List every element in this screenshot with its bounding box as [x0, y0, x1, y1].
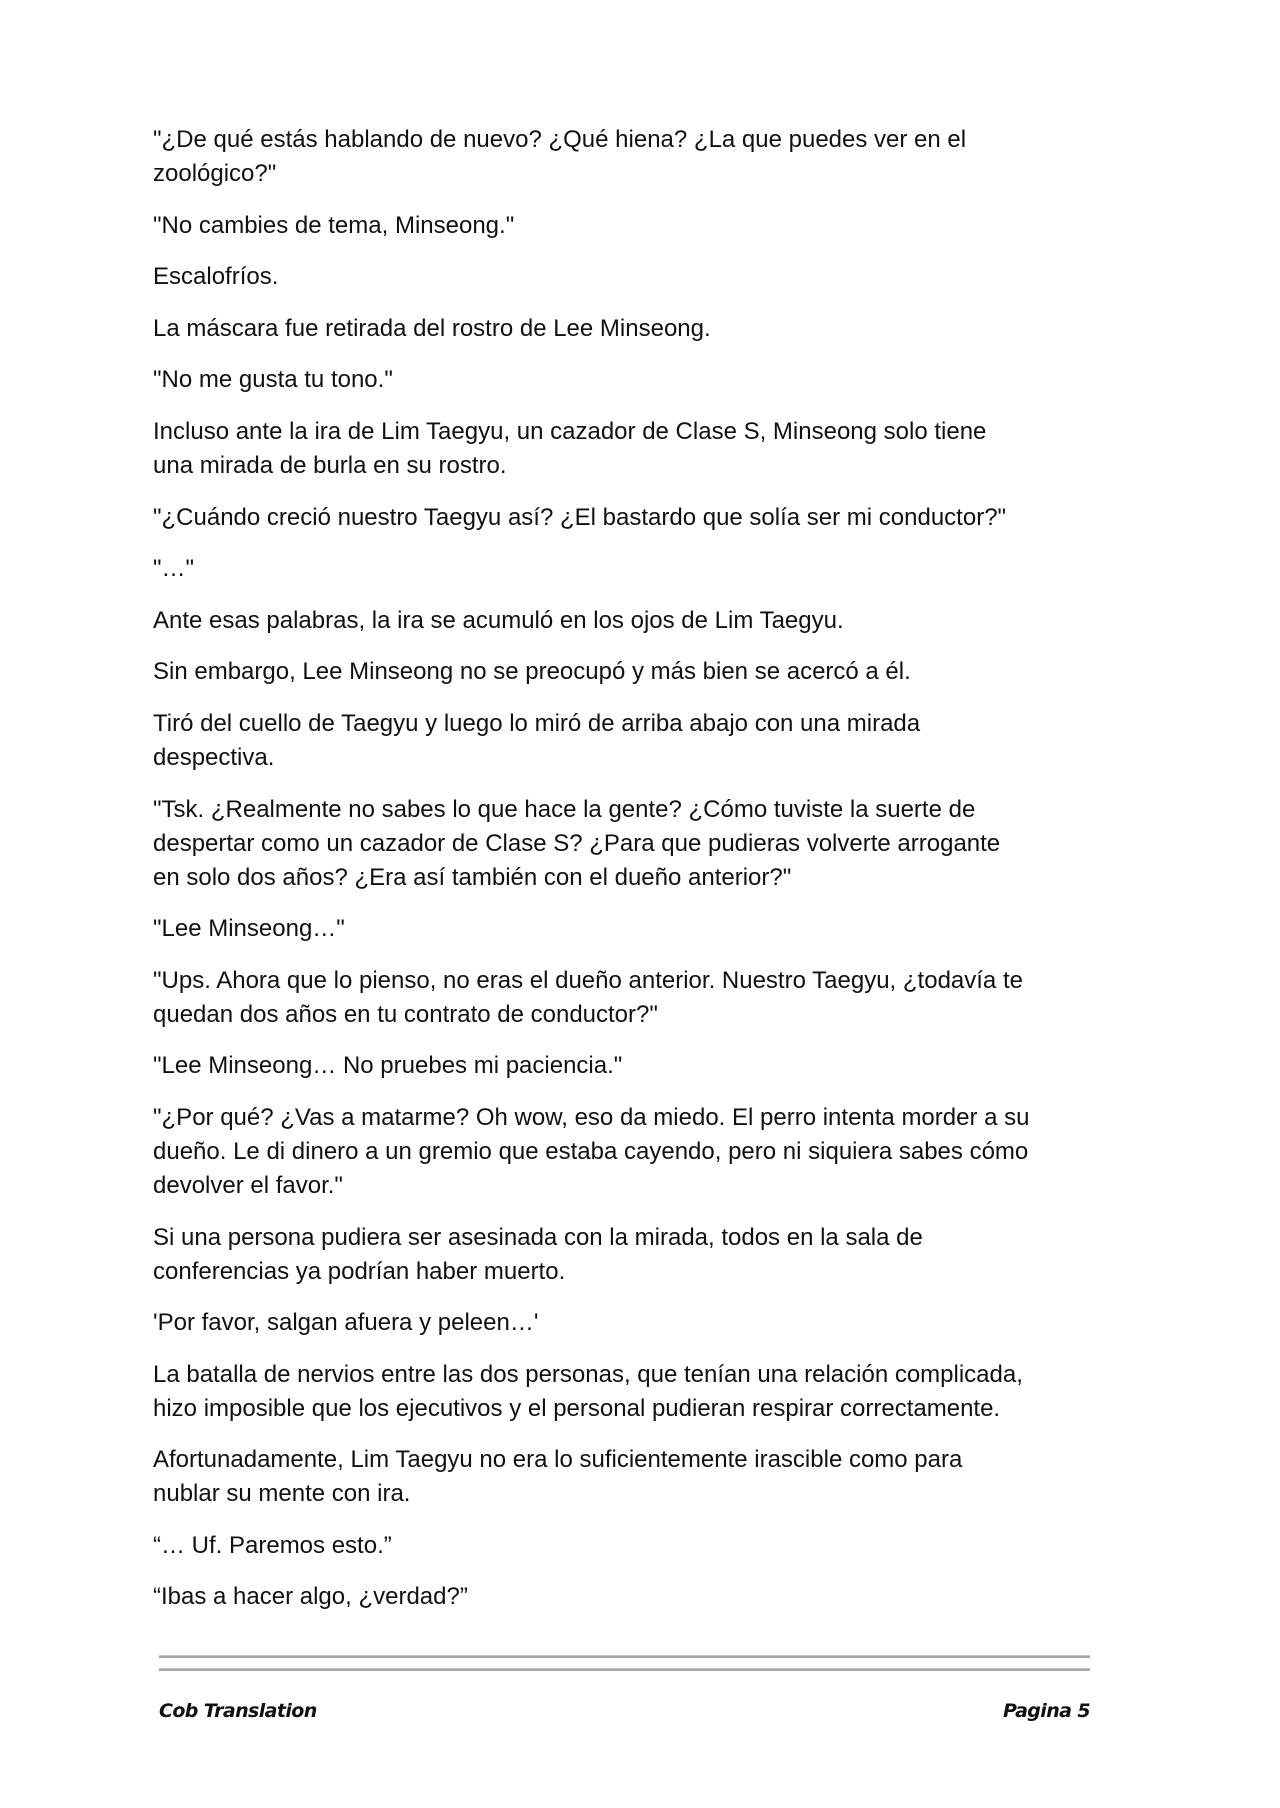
paragraph — [153, 312, 1113, 346]
paragraph — [153, 123, 1113, 191]
paragraph — [153, 1529, 1113, 1563]
text-line: "No cambies de tema, Minseong." — [153, 211, 515, 239]
text-line: Incluso ante la ira de Lim Taegyu, un cazador de Clase S, Minseong solo tiene — [153, 417, 987, 445]
text-line: 'Por favor, salgan afuera y peleen…' — [153, 1309, 539, 1337]
paragraph — [153, 260, 1113, 294]
paragraph — [153, 363, 1113, 397]
text-line: "No me gusta tu tono." — [153, 366, 393, 394]
paragraph — [153, 501, 1113, 535]
paragraph — [153, 1358, 1113, 1426]
paragraph — [153, 793, 1113, 895]
text-line: Tiró del cuello de Taegyu y luego lo miró de arriba abajo con una mirada — [153, 709, 921, 737]
paragraph — [153, 415, 1113, 483]
paragraph — [153, 1580, 1113, 1614]
text-line: "¿De qué estás hablando de nuevo? ¿Qué hiena? ¿La que puedes ver en el — [153, 126, 967, 153]
text-line: despectiva. — [153, 743, 275, 771]
text-line: Ante esas palabras, la ira se acumuló en los ojos de Lim Taegyu. — [153, 606, 844, 634]
text-line: “… Uf. Paremos esto.” — [153, 1531, 392, 1559]
text-line: nublar su mente con ira. — [153, 1480, 411, 1508]
text-line: Afortunadamente, Lim Taegyu no era lo suficientemente irascible como para — [153, 1446, 963, 1474]
paragraph — [153, 1443, 1113, 1511]
footer-page-number: Pagina 5 — [1002, 1700, 1090, 1722]
footer-translator-credit: Cob Translation — [159, 1700, 317, 1722]
paragraph — [153, 1306, 1113, 1340]
paragraph — [153, 964, 1113, 1032]
body-text — [153, 123, 1113, 1632]
text-line: "¿Cuándo creció nuestro Taegyu así? ¿El bastardo que solía ser mi conductor?" — [153, 503, 1007, 531]
text-line: dueño. Le di dinero a un gremio que estaba cayendo, pero ni siquiera sabes cómo — [153, 1137, 1029, 1165]
text-line: "…" — [153, 555, 195, 583]
text-line: una mirada de burla en su rostro. — [153, 451, 507, 479]
paragraph — [153, 707, 1113, 775]
text-line: La batalla de nervios entre las dos personas, que tenían una relación complicada, — [153, 1360, 1023, 1388]
text-line: "¿Por qué? ¿Vas a matarme? Oh wow, eso da miedo. El perro intenta morder a su — [153, 1103, 1030, 1131]
text-line: zoológico?" — [153, 160, 277, 187]
text-line: La máscara fue retirada del rostro de Lee Minseong. — [153, 314, 711, 342]
text-line: en solo dos años? ¿Era así también con el dueño anterior?" — [153, 863, 792, 891]
text-line: despertar como un cazador de Clase S? ¿Para que pudieras volverte arrogante — [153, 829, 1001, 857]
text-line: "Lee Minseong…" — [153, 915, 345, 943]
text-line: conferencias ya podrían haber muerto. — [153, 1257, 566, 1285]
text-line: "Tsk. ¿Realmente no sabes lo que hace la gente? ¿Cómo tuviste la suerte de — [153, 795, 976, 823]
paragraph — [153, 1049, 1113, 1083]
text-line: "Ups. Ahora que lo pienso, no eras el dueño anterior. Nuestro Taegyu, ¿todavía te — [153, 966, 1023, 994]
text-line: hizo imposible que los ejecutivos y el personal pudieran respirar correctamente. — [153, 1394, 1001, 1422]
footer-rule-bottom — [159, 1668, 1090, 1671]
text-line: Sin embargo, Lee Minseong no se preocupó y más bien se acercó a él. — [153, 658, 911, 686]
paragraph — [153, 912, 1113, 946]
text-line: "Lee Minseong… No pruebes mi paciencia." — [153, 1052, 623, 1080]
footer-rule-top — [159, 1655, 1090, 1658]
text-line: “Ibas a hacer algo, ¿verdad?” — [153, 1583, 468, 1611]
paragraph — [153, 655, 1113, 689]
text-line: Si una persona pudiera ser asesinada con la mirada, todos en la sala de — [153, 1223, 923, 1251]
paragraph — [153, 1221, 1113, 1289]
text-line: quedan dos años en tu contrato de conductor?" — [153, 1000, 658, 1028]
paragraph — [153, 552, 1113, 586]
text-line: devolver el favor." — [153, 1171, 343, 1199]
paragraph — [153, 604, 1113, 638]
paragraph — [153, 209, 1113, 243]
text-line: Escalofríos. — [153, 263, 279, 291]
paragraph — [153, 1101, 1113, 1203]
